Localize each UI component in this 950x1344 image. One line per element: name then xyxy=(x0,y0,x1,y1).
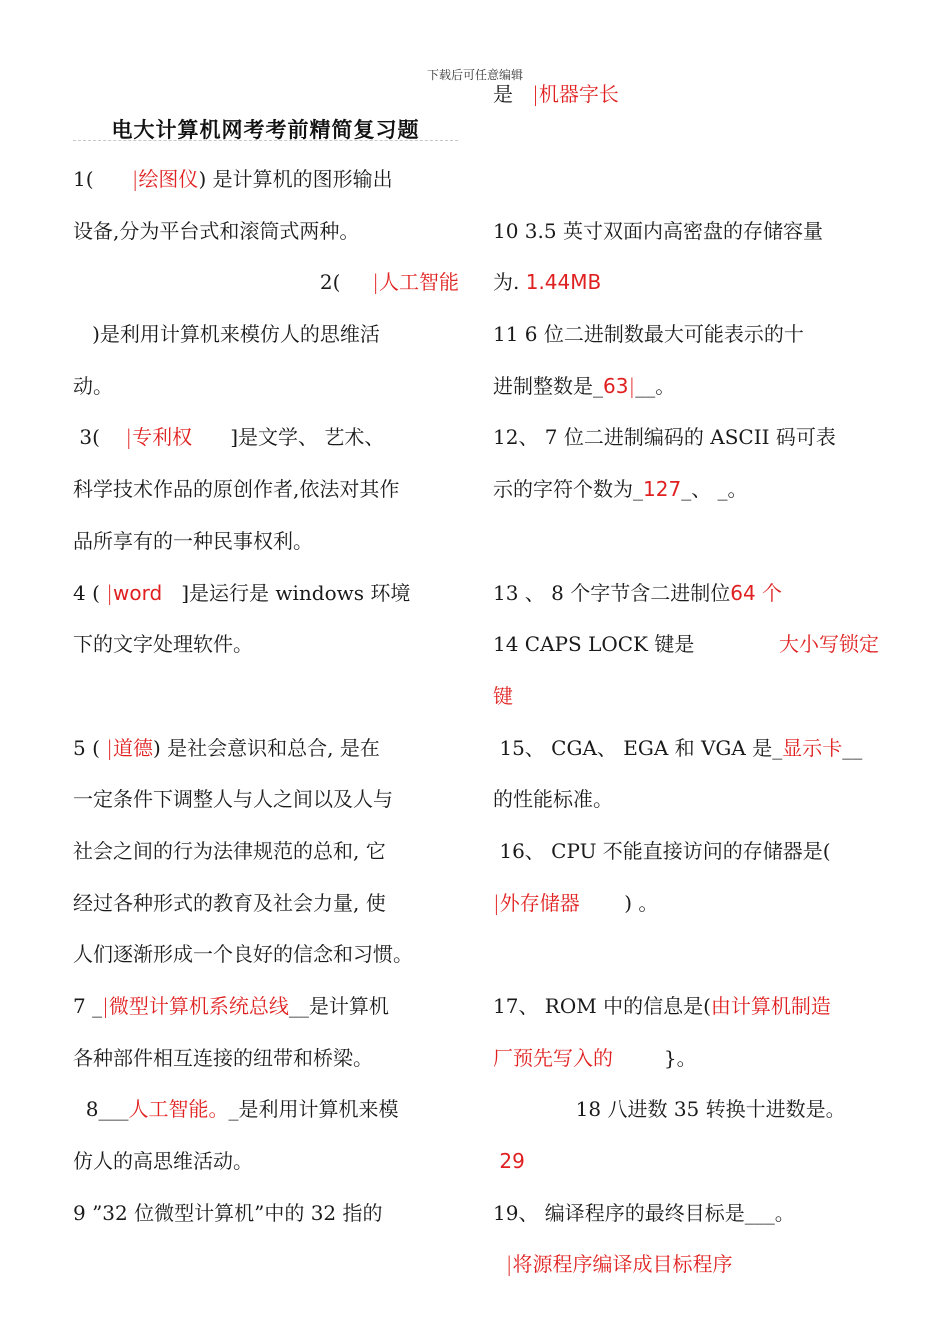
q14-line-2 xyxy=(493,671,879,723)
q1-line-1 xyxy=(73,154,459,206)
q19-answer: 将源程序编译成目标程序 xyxy=(512,1252,733,1277)
q15-line-2: 的性能标准。 xyxy=(493,787,613,812)
q18-line-1 xyxy=(493,1084,879,1136)
q7-answer: 微型计算机系统总线 xyxy=(108,994,289,1018)
q2-text: )是利用计算机来模仿人的思维活 xyxy=(92,322,380,347)
q3-line-3: 品所享有的一种民事权利。 xyxy=(73,528,313,553)
q5-line-2: 一定条件下调整人与人之间以及人与 xyxy=(73,787,393,812)
q13-line-1 xyxy=(493,568,879,620)
q19-line-1: 19、 编译程序的最终目标是___。 xyxy=(493,1200,795,1225)
q9-answer-line xyxy=(493,78,619,107)
q12-answer: 127 xyxy=(643,477,682,502)
q4-number: 4 ( xyxy=(73,580,100,605)
q4-text: ]是运行是 windows 环境 xyxy=(181,580,411,605)
q1-answer: 绘图仪 xyxy=(138,167,199,191)
q16-text-end: ) 。 xyxy=(624,890,659,915)
q4-line-1 xyxy=(73,568,459,620)
q15-blank: __ xyxy=(842,735,863,760)
q2-line-3: 动。 xyxy=(73,373,113,398)
q2-line-2 xyxy=(73,309,459,361)
q3-answer: 专利权 xyxy=(132,425,193,450)
q16-answer: 外存储器 xyxy=(499,890,580,915)
q7-line-2: 各种部件相互连接的纽带和桥梁。 xyxy=(73,1045,373,1070)
q2-answer: 人工智能 xyxy=(379,270,459,295)
text-cursor: | xyxy=(493,890,500,915)
text-cursor: | xyxy=(505,1252,513,1277)
q9-answer: 机器字长 xyxy=(538,82,619,106)
q15-text: 15、 CGA、 EGA 和 VGA 是_ xyxy=(499,735,783,760)
q7-line-1 xyxy=(73,981,459,1033)
blank-line xyxy=(493,929,879,981)
blank-line xyxy=(493,154,879,206)
blank-line xyxy=(73,671,459,723)
q8-answer: 人工智能。 xyxy=(128,1097,229,1122)
q14-answer: 大小写锁定 xyxy=(779,632,879,657)
q11-answer: 63 xyxy=(603,373,629,398)
q7-text: __是计算机 xyxy=(288,994,389,1018)
q5-number: 5 ( xyxy=(73,735,100,760)
q11-text: 进制整数是_ xyxy=(493,373,603,398)
page-header-note: 下载后可任意编辑 xyxy=(426,68,523,82)
text-cursor: | xyxy=(372,270,379,295)
q12-blank: _、 _。 xyxy=(681,477,748,502)
q10-line-2 xyxy=(493,257,879,309)
q10-text: 为. xyxy=(493,270,520,295)
q16-text: 16、 CPU 不能直接访问的存储器是( xyxy=(499,838,831,863)
title-divider xyxy=(73,140,458,141)
q2-line-1 xyxy=(73,257,459,309)
q8-line-1 xyxy=(73,1084,459,1136)
q18-answer: 29 xyxy=(499,1149,525,1174)
q11-line-2 xyxy=(493,361,879,413)
q13-answer: 64 个 xyxy=(730,580,783,605)
q9-line-1: 9 ”32 位微型计算机”中的 32 指的 xyxy=(73,1200,383,1225)
right-column xyxy=(493,154,879,1291)
q4-answer: word xyxy=(113,580,163,605)
q11-blank: __。 xyxy=(635,373,676,398)
q14-answer-cont: 键 xyxy=(493,683,513,708)
q10-line-1: 10 3.5 英寸双面内高密盘的存储容量 xyxy=(493,218,823,243)
q10-answer: 1.44MB xyxy=(525,270,602,295)
q13-text: 13 、 8 个字节含二进制位 xyxy=(493,580,731,605)
text-cursor: | xyxy=(532,82,539,106)
text-cursor: | xyxy=(102,994,109,1018)
q18-text: 18 八进数 35 转换十进数是。 xyxy=(575,1097,846,1122)
q2-number: 2( xyxy=(319,270,341,295)
q16-line-1 xyxy=(493,826,879,878)
q11-line-1: 11 6 位二进制数最大可能表示的十 xyxy=(493,322,804,347)
q1-number: 1( xyxy=(73,167,94,191)
text-cursor: | xyxy=(125,425,133,450)
text-cursor: | xyxy=(131,167,139,191)
q16-line-2 xyxy=(493,878,879,930)
q3-text: ]是文学、 艺术、 xyxy=(230,425,385,450)
q17-line-2 xyxy=(493,1033,879,1085)
q5-answer: 道德 xyxy=(113,735,153,760)
q8-number: 8___ xyxy=(85,1097,129,1122)
q5-text: ) 是社会意识和总合, 是在 xyxy=(153,735,380,760)
q17-line-1 xyxy=(493,981,879,1033)
q3-line-2: 科学技术作品的原创作者,依法对其作 xyxy=(73,477,400,502)
blank-line xyxy=(493,516,879,568)
q15-line-1 xyxy=(493,723,879,775)
q14-line-1 xyxy=(493,619,879,671)
page-title: 电大计算机网考考前精简复习题 xyxy=(111,117,420,142)
q9-text: 是 xyxy=(493,82,513,106)
q12-line-2 xyxy=(493,464,879,516)
q17-answer: 由计算机制造 xyxy=(710,994,831,1018)
q15-answer: 显示卡 xyxy=(782,735,843,760)
q4-line-2: 下的文字处理软件。 xyxy=(73,632,253,657)
text-cursor: | xyxy=(628,373,636,398)
text-cursor: | xyxy=(106,735,113,760)
q5-line-5: 人们逐渐形成一个良好的信念和习惯。 xyxy=(73,942,413,967)
q17-text: 17、 ROM 中的信息是( xyxy=(493,994,711,1018)
q8-line-2: 仿人的高思维活动。 xyxy=(73,1149,253,1174)
left-column xyxy=(73,154,459,1239)
q17-text-end: }。 xyxy=(663,1045,697,1070)
q5-line-4: 经过各种形式的教育及社会力量, 使 xyxy=(73,890,386,915)
q1-line-2: 设备,分为平台式和滚筒式两种。 xyxy=(73,218,360,243)
q17-answer-cont: 厂预先写入的 xyxy=(493,1045,613,1070)
q3-number: 3( xyxy=(79,425,100,450)
q5-line-3: 社会之间的行为法律规范的总和, 它 xyxy=(73,838,386,863)
q18-line-2 xyxy=(493,1136,879,1188)
q12-text: 示的字符个数为_ xyxy=(493,477,643,502)
q19-line-2 xyxy=(493,1239,879,1291)
q7-number: 7 _ xyxy=(73,994,103,1018)
q14-text: 14 CAPS LOCK 键是 xyxy=(493,632,695,657)
q1-text: ) 是计算机的图形输出 xyxy=(198,167,393,191)
q3-line-1 xyxy=(73,412,459,464)
text-cursor: | xyxy=(106,580,113,605)
q12-line-1: 12、 7 位二进制编码的 ASCII 码可表 xyxy=(493,425,836,450)
q8-text: _是利用计算机来模 xyxy=(228,1097,399,1122)
q5-line-1 xyxy=(73,723,459,775)
